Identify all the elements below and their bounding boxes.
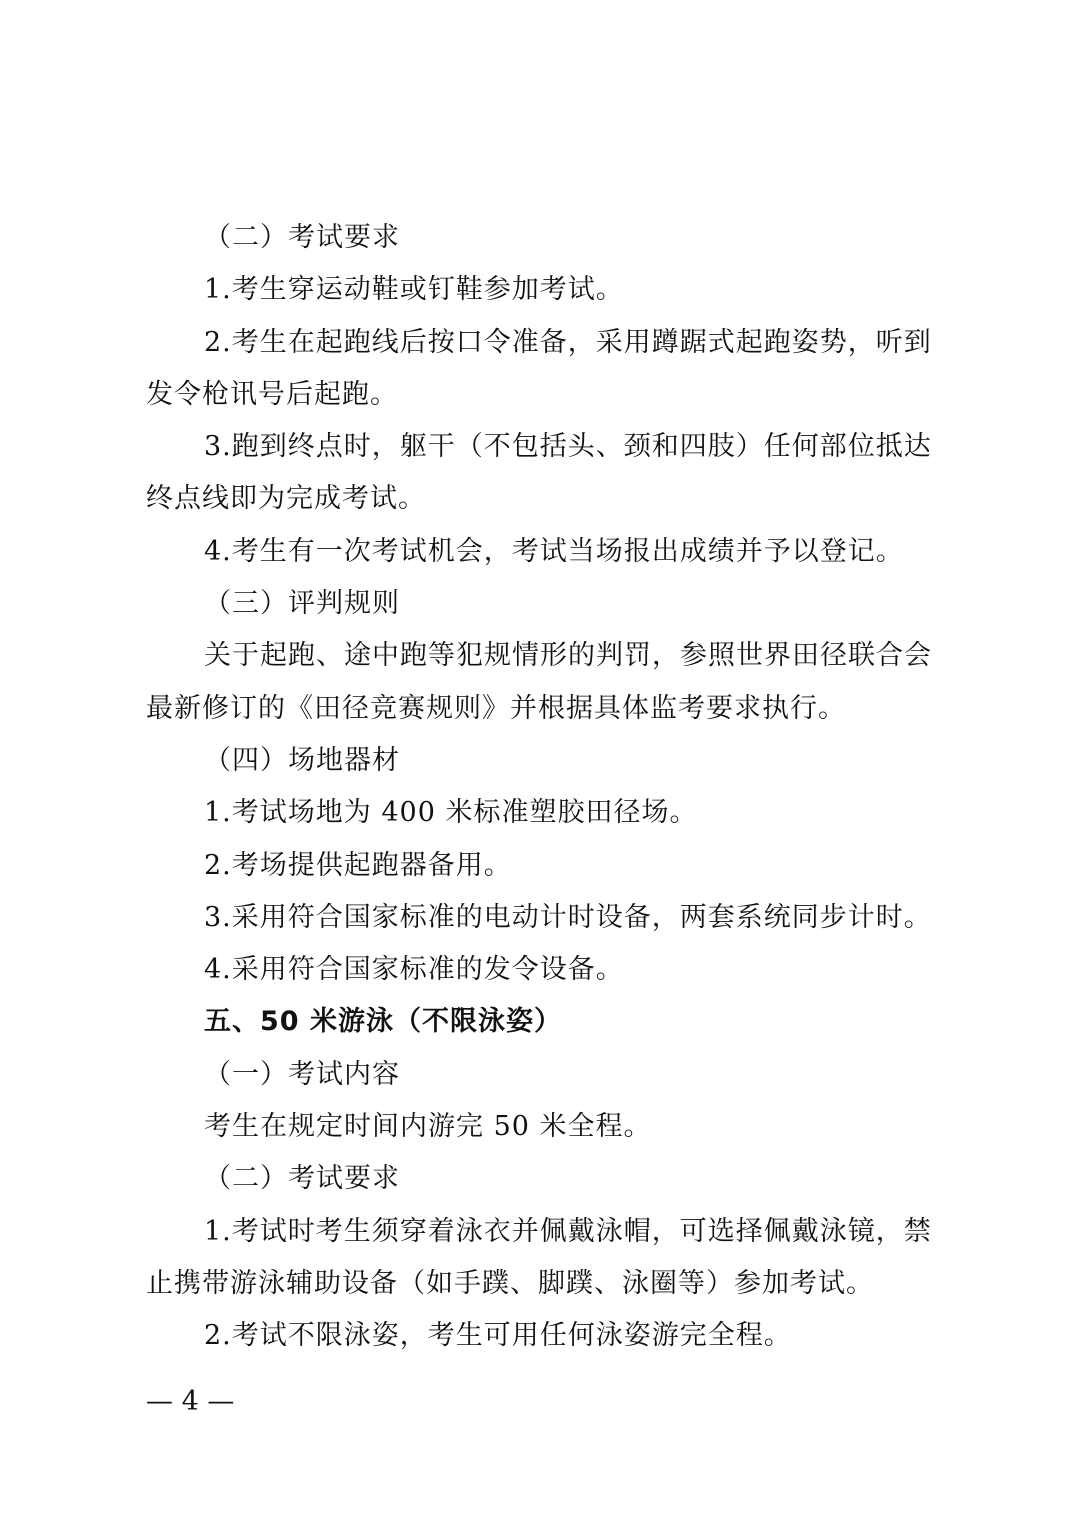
paragraph-line: 1.考试场地为 400 米标准塑胶田径场。 — [204, 797, 698, 829]
paragraph-line: 3.采用符合国家标准的电动计时设备，两套系统同步计时。 — [204, 901, 932, 933]
chapter-heading-swimming: 五、50 米游泳（不限泳姿） — [204, 1006, 562, 1038]
paragraph-line-continuation: 发令枪讯号后起跑。 — [146, 378, 398, 410]
section-heading-exam-requirements: （二）考试要求 — [204, 222, 400, 253]
document-body — [146, 212, 946, 1363]
section-heading-judging-rules: （三）评判规则 — [204, 588, 400, 620]
paragraph-line: 4.采用符合国家标准的发令设备。 — [204, 954, 624, 986]
paragraph-line-continuation: 终点线即为完成考试。 — [146, 483, 426, 515]
page-number: — 4 — — [146, 1386, 235, 1417]
paragraph-line: 2.考场提供起跑器备用。 — [204, 849, 512, 881]
paragraph-line: 关于起跑、途中跑等犯规情形的判罚，参照世界田径联合会 — [204, 640, 932, 672]
paragraph-line: 1.考试时考生须穿着泳衣并佩戴泳帽，可选择佩戴泳镜，禁 — [204, 1215, 932, 1247]
paragraph-line: 1.考生穿运动鞋或钉鞋参加考试。 — [204, 274, 624, 306]
section-heading-venue-equipment: （四）场地器材 — [204, 744, 400, 776]
section-heading-exam-requirements: （二）考试要求 — [204, 1163, 400, 1195]
paragraph-line: 考生在规定时间内游完 50 米全程。 — [204, 1111, 652, 1143]
paragraph-line: 3.跑到终点时，躯干（不包括头、颈和四肢）任何部位抵达 — [204, 431, 932, 463]
paragraph-line: 2.考生在起跑线后按口令准备，采用蹲踞式起跑姿势，听到 — [204, 326, 932, 358]
paragraph-line-continuation: 止携带游泳辅助设备（如手蹼、脚蹼、泳圈等）参加考试。 — [146, 1267, 874, 1299]
paragraph-line: 2.考试不限泳姿，考生可用任何泳姿游完全程。 — [204, 1320, 792, 1352]
paragraph-line: 4.考生有一次考试机会，考试当场报出成绩并予以登记。 — [204, 535, 904, 567]
section-heading-exam-content: （一）考试内容 — [204, 1058, 400, 1090]
paragraph-line-continuation: 最新修订的《田径竞赛规则》并根据具体监考要求执行。 — [146, 692, 846, 724]
